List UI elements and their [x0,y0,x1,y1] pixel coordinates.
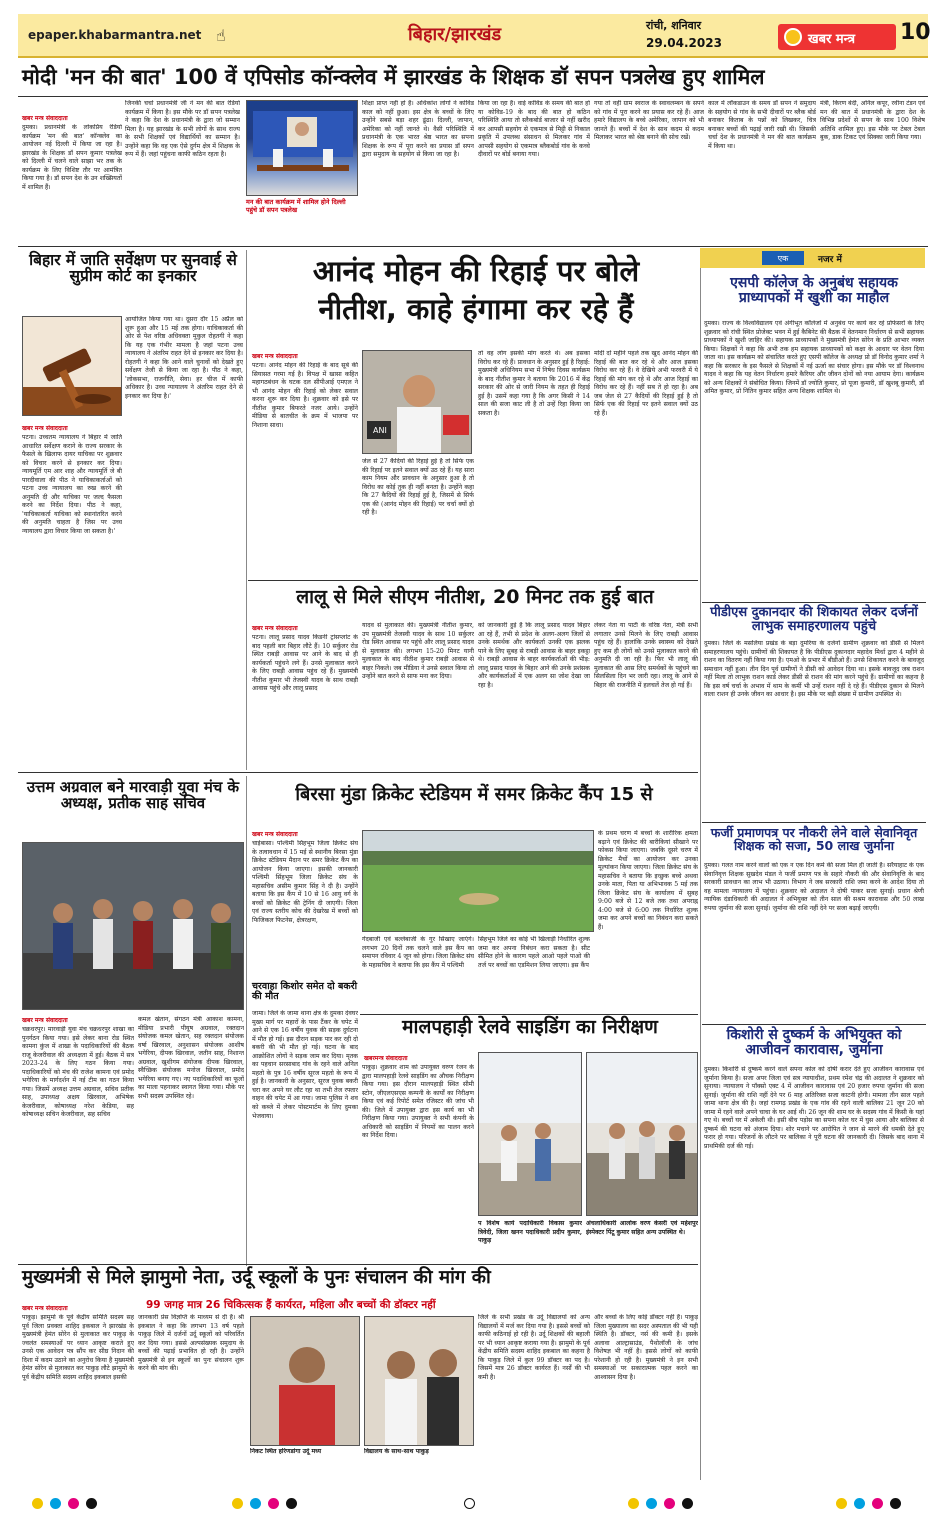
jmm-headline: मुख्यमंत्री से मिले झामुमो नेता, उर्दू स्कूलों के पुनः संचालन की मांग की [22,1267,491,1288]
registration-dot [890,1498,901,1509]
stadium-photo [362,830,594,932]
edition-city: रांची, शनिवार [646,19,702,32]
divider [702,822,926,823]
lead-photo [246,100,358,196]
lalu-col-3: को जानकारी हुई है कि लालू प्रसाद यादव बिहार आ रहे हैं, तभी से प्रदेश के अलग-अलग जिलों से उनके समर्थक और कार्यकर्ता उनकी एक झलक पाने के लिए सुबह से राबड़ी आवास के बाहर इकट्ठा थे। राबड़ी आवास के बाहर कार्यकर्ताओं की भीड़: लालू प्रसाद यादव के बिहार आने की उनके प्रशंसक और कार्यकर्ताओं में एक अलग सा जोश देखा जा रहा है। [478,622,590,689]
jmm-caption-1: निकट स्थित हरिणडांगा उर्दू मध्य [250,1448,322,1455]
registration-marks [0,1498,945,1510]
birsa-byline: खबर मन्त्र संवाददाता [252,831,298,838]
malpahari-caption-2: अंचलाधिकारी आलोक वरण केसरी एवं महेशपुर इंस्पेक्टर पिंटू कुमार सहित अन्य उपस्थित थे। [586,1220,698,1236]
nazar-banner [700,248,925,268]
section-title: बिहार/झारखंड [408,24,502,45]
lalu-headline: लालू से मिले सीएम नीतीश, 20 मिनट तक हुई बात [296,586,654,608]
nazar-label: नजर में [818,255,842,265]
registration-dot [232,1498,243,1509]
malpahari-caption-1: प विशेष कार्य पदाधिकारी विकास कुमार त्रिवेदी, जिला खनन पदाधिकारी प्रदीप कुमार, पाकुड़ [478,1220,582,1245]
site-url[interactable]: epaper.khabarmantra.net [28,28,202,42]
birsa-col-4: के प्रथम चरण में बच्चों के शारीरिक क्षमता बढ़ाने एवं क्रिकेट की बारीकियां सीखाने पर फोकस किया जाएगा। जबकि दूसरे चरण में क्रिकेट मैचों का आयोजन कर उनका मूल्यांकन किया जाएगा। जिला क्रिकेट संघ के महासचिव ने बताया कि इच्छुक बच्चे अथवा उनके माता, पिता या अभिभावक 5 मई तक जिला क्रिकेट संघ के कार्यालय में सुबह 9:00 बजे से 12 बजे तक तथा अपराह्न 4:00 बजे से 6:00 तक निर्धारित शुल्क जमा कर अपने बच्चों का निबंधन करा सकते हैं। [598,830,698,932]
registration-dot [68,1498,79,1509]
jmm-col-1: पाकुड़। झामुमो के पूर्व केंद्रीय समिति सदस्य सह पूर्व जिला प्रवक्ता शाहिद इकबाल ने झारखंड के मुख्यमंत्री हेमंत सोरेन से मुलाकात कर पाकुड़ के ज्वलंत समस्याओं पर ध्यान आकृष्ट कराते हुए उनसे एक आवेदन पत्र सौंप कर सीघ्र निदान की दिशा में कदम उठाने का अनुरोध किया है मुख्यमंत्री हेमंत सोरेन से मुलाकात कर पाकुड़ लौटे झामुमो के पूर्व केंद्रीय समिति सदस्य शाहिद इकबाल इसकी [22,1314,134,1381]
jati-col-1: पटना। उच्चतम न्यायालय ने बिहार में जाति आधारित सर्वेक्षण कराने के राज्य सरकार के फैसले के खिलाफ दायर याचिका पर शुक्रवार को विचार करने से इनकार कर दिया। न्यायमूर्ति एम आर शाह और न्यायमूर्ति जे बी पारदीवाला की पीठ ने याचिकाकर्ताओं को पटना उच्च न्यायालय का रुख करने की अनुमति दी और याचिका पर जल्द फैसला करने का निर्देश दिया। पीठ ने कहा, 'याचिकाकर्ता याचिका को स्थानांतरित करने की अनुमति चाहता है जिस पर उच्च न्यायालय द्वारा विचार किया जा सकता है।' [22,434,122,536]
stadium-scene [363,831,594,932]
divider [18,246,928,247]
lead-col-6: काल में लॉकडाउन के समय डॉ सपन ने समुदाय के सहयोग से गांव के सभी दीवारों पर ब्लैक बोर्ड बनाकर किताब के पन्नों को लिखकर, चित्र बनाकर बच्चों की पढ़ाई जारी रखी थी। जिसकी चर्चा देश के प्रधानमंत्री ने मन की बात कार्यक्रम में किया था। [708,100,816,150]
siding-scene-1 [479,1053,582,1216]
charwaha-headline: चरवाहा किशोर समेत दो बकरी की मौत [252,981,358,1002]
lead-photo-caption: मन की बात कार्यक्रम में शामिल होने दिल्ली पहुंचे डॉ सपन पत्रलेख [246,198,346,215]
registration-dot [664,1498,675,1509]
registration-dot [628,1498,639,1509]
spcollege-headline: एसपी कॉलेज के अनुबंध सहायक प्राध्यापकों में खुशी का माहौल [730,275,898,306]
lead-col-4: किया जा रहा है। वाई कोविड के समय की बात हो या कोविड-19 के बाद की बात हो कठिन परिस्थिति आया तो स्लैकबोर्ड बाजार से नहीं खरीद कर आपसी सहयोग से एकमात्र से मिट्टी से निकाल प्रकृति में उपलब्ध संसाधन से मिलकर गांव में आपसी सहयोग से एकमात्र ब्लैकबोर्ड गांव के कच्चे दीवारों पर बोर्ड बनाया गया। [478,100,590,159]
edition-date: 29.04.2023 [646,36,722,50]
birsa-col-1: चाईबासा। पश्चिमी सिंहभूम जिला क्रिकेट संघ के तत्वावधान में 15 मई से स्थानीय बिरसा मुंडा क्रिकेट स्टेडियम मैदान पर समर क्रिकेट कैंप का आयोजन किया जाएगा। इसकी जानकारी पश्चिमी सिंहभूम जिला क्रिकेट संघ के महासचिव असीम कुमार सिंह ने दी है। उन्होंने बताया कि इस कैंप में 10 से 16 आयु वर्ग के बच्चों को क्रिकेट की ट्रेनिंग दी जाएगी। जिला एवं राज्य स्तरीय कोच की देखरेख में बच्चों को फिजिकल फिटनेस, क्षेत्ररक्षण, [252,840,358,924]
divider [18,772,698,773]
column-divider [700,250,701,1480]
pointer-icon: ☝ [216,26,226,45]
pds-headline: पीडीएस दुकानदार की शिकायत लेकर दर्जनों लाभुक समाहरणालय पहुंचे [710,605,918,634]
lead-byline: खबर मन्त्र संवाददाता [22,115,68,122]
registration-dot [646,1498,657,1509]
jmm-col-2: जानकारी प्रेस विज्ञप्ति के माध्यम से दी है। श्री इकबाल ने कहा कि लगभग 13 वर्ष पहले पाकुड़ जिले में दर्जनों उर्दू स्कूलों को परिवर्तित कर दिया गया। इससे अल्पसंख्यक समुदाय के बच्चों की पढ़ाई प्रभावित हो रही है। उन्होंने मुख्यमंत्री से इन स्कूलों का पुनः संचालन शुरू करने की मांग की। [138,1314,244,1373]
column-divider [246,250,247,770]
center-crosshair-icon [464,1498,475,1509]
lead-col-7: मंत्री, किरण बेदी, अनिल कपूर, रवीना टंडन एवं मन की बात में प्रधानमंत्री के द्वारा देश के विभिन्न प्रदेशों से सपन के साथ 100 विशेष अतिथि शामिल हुए। इस मौके पर टेबल टेबल बुक, डाक टिकट एवं सिक्का जारी किया गया। [820,100,925,142]
registration-dot [86,1498,97,1509]
anand-headline-line1: आनंद मोहन की रिहाई पर बोले [312,254,640,288]
divider [18,1264,698,1265]
registration-dot [250,1498,261,1509]
anand-col-1: पटना। आनंद मोहन की रिहाई के बाद सूबे की सियासत गरमा गई है। विपक्ष में खासा कहित महागठबंधन के घटक दल सीपीआई एमएल ने भी आनंद मोहन की रिहाई को लेकर सवाल करना शुरू कर दिया है। शुक्रवार को इसे पर नीतीश कुमार बिफरते नजर आये। उन्होंने मीडिया से बातचीत के क्रम में भाजपा पर निशाना साधा। [252,362,358,429]
anand-col-4: मोदी दो महीने पहले तक खुद आनंद मोहन की रिहाई की बात कर रहे थे और आज इसका विरोध कर रहे हैं। वे देखिये अभी फरवरी में ये रिहाई की मांग कर रहे थे और आज रिहाई का विरोध कर रहे हैं। नहीं सब ते हो रहा है। अब जब जेल से 27 कैदियों की रिहाई हुई है तो सिर्फ एक की रिहाई पर इतने सवाल क्यों उठ रहे हैं। [594,350,698,417]
birsa-col-2: गेंदबाजी एवं बल्लेबाजी के गुर सिखाए जाएंगे। लगभग 20 दिनों तक चलने वाले इस कैंप का समापन रविवार 4 जून को होगा। जिला क्रिकेट संघ के महासचिव ने बताया कि इस कैंप में पश्चिमी [362,936,474,969]
jati-col-2: आयोजित किया गया था। दूसरा दौर 15 अप्रैल को शुरू हुआ और 15 मई तक होगा। याचिकाकर्ता की ओर से पेश वरिष्ठ अधिवक्ता मुकुल रोहतगी ने कहा कि यह एक गंभीर मामला है जहां पटना उच्च न्यायालय ने अंतरिम राहत देने से इनकार कर दिया है। रोहतगी ने कहा कि आने वाले चुनावों को देखते हुए सर्वेक्षण तेजी से किया जा रहा है। पीठ ने कहा, 'लोकसभा, राजनीति, सेवा। हर चीज में काफी अधिकार है। उच्च न्यायालय ने अंतरिम राहत देने से इनकार कर दिया है।' [125,316,243,400]
jati-byline: खबर मन्त्र संवाददाता [22,425,68,432]
svg-text:ANI: ANI [373,426,387,435]
registration-dot [682,1498,693,1509]
pds-body: दुमका। जिले के मसलिया प्रखंड के बड़ा दुमरिया के दर्जनों ग्रामीण शुक्रवार को डीसी से मिलने समाहरणालय पहुंचे। ग्रामीणों की शिकायत है कि पीडीएस दुकानदार महादेव मिर्धा द्वारा 4 महीने से राशन का वितरण नहीं किया गया है। एमओ के प्रभार में बीडीओ हैं। उनसे शिकायत करने के बावजूद समाधान नहीं हुआ। तीन दिन पूर्व ग्रामीणों ने डीसी को आवेदन दिया था। इसके बावजूद जब राशन नहीं मिला तो लाभुक राशन कार्ड लेकर डीसी से राशन की मांग करने पहुंचे हैं। ग्रामीणों का कहना है कि इस वर्ष चर्चा के अभाव में थाम के कर्मी भी उन्हें राशन नहीं दे रहे हैं। पीडीएस दुकान से मिलने वाला राशन ही उनके जीवन का आधार है। इस मौके पर बड़ी संख्या में ग्रामीण उपस्थित थे। [704,640,924,699]
jati-headline: बिहार में जाति सर्वेक्षण पर सुनवाई से सुप्रीम कोर्ट का इनकार [29,251,237,286]
cm-meeting-photo [364,1316,474,1446]
press-scene [363,351,472,454]
kishori-headline: किशोरी से दुष्कर्म के अभियुक्त को आजीवन कारावास, जुर्माना [726,1027,902,1058]
uttam-col-2: कमल खेतान, संगठन मंत्री आकाश कामना, मीडिया प्रभारी पीयूष अग्रवाल, रक्तदान संयोजक कमल खेतान, सह रक्तदान संयोजक वर्षा खिरवाल, अनुशासन संयोजक आशीष भगेरिया, दीपक खिरवाल, जतीन साह, निशान्त अग्रवाल, खुशीगम संयोजक दीपक खिरवाल, स्वैच्छिक संयोजक मनोज खिरवाल, प्रमोद भगेरिया बनाए गए। नए पदाधिकारियों का फूलों का माला पहनाकर स्वागत किया गया। मौके पर सभी सदस्य उपस्थित रहे। [138,1016,244,1100]
birsa-col-3: सिंहभूम जिले का कोई भी खिलाड़ी निर्धारित शुल्क जमा कर अपना निबंधन करा सकता है। सीट सीमित होने के कारण पहले आओ पहले पाओ की तर्ज पर बच्चों का एडमिशन लिया जाएगा। इस कैंप [478,936,590,969]
lalu-col-2: यादव से मुलाकात की। मुख्यमंत्री नीतीश कुमार, उप मुख्यमंत्री तेजस्वी यादव के साथ 10 सर्कुलर रोड स्थित आवास पर पहुंचे और लालू प्रसाद यादव से मुलाकात की। लगभग 15-20 मिनट यानी मुलाकात के बाद नीतीश कुमार राबड़ी आवास से बाहर निकले। जब मीडिया ने उनसे सवाल किया तो उन्होंने बात करने से साफ मना कर दिया। [362,622,474,681]
birsa-headline: बिरसा मुंडा क्रिकेट स्टेडियम में समर क्रिकेट कैंप 15 से [295,784,653,805]
brand-logo-text: खबर मन्त्र [778,24,896,50]
lalu-byline: खबर मन्त्र संवाददाता [252,625,298,632]
divider [360,1014,698,1015]
column-divider [246,776,247,1266]
marwari-group-photo [22,842,244,1010]
group-scene [23,843,244,1010]
lead-headline: मोदी 'मन की बात' 100 वें एपिसोड कॉन्क्लेव में झारखंड के शिक्षक डॉ सपन पत्रलेख हुए शामिल [22,65,765,89]
registration-dot [854,1498,865,1509]
uttam-col-1: चक्रधरपुर। मारवाड़ी युवा मंच चक्रधरपुर शाखा का पुनर्गठन किया गया। इसे लेकर बाना रोड स्थित कामना कुंज में शाखा के पदाधिकारियों की बैठक राजू केजरीवाल की अध्यक्षता में हुई। बैठक में सत्र 2023-24 के लिए गठन किया गया। पदाधिकारियों को मंच की राजेश कामना एवं प्रमोद भगेरिया के मार्गदर्शन में नई टीम का गठन किया गया। जिसमें अध्यक्ष उत्तम अग्रवाल, सचिव प्रतीक साह, उपाध्यक्ष अक्षय खिरवाल, अभिषेक केजरीवाल, कोषाध्यक्ष नरेश केडिया, सह कोषाध्यक्ष सचिन केजरीवाल, सह सचिव [22,1026,134,1119]
page-number: 10 [900,20,931,45]
farzi-body: दुमका। गलत नाम करने वालों को एक न एक दिन कर्म की सजा मिल ही जाती है। सरैयाहाट के एक सेवानिवृत्त शिक्षक सुखदेव मंडल ने फर्जी प्रमाण पत्र के सहारे नौकरी की और सेवानिवृत्ति के बाद सरकारी प्रावधान का लाभ भी उठाया। विभाग ने जब सरकारी राशि जमा करने के आदेश दिया तो वह मामला न्यायालय में पहुंचा। शुक्रवार को अदालत ने दोषी पाकर सजा सुनाई। प्रधान श्रेणी न्यायिक दंडाधिकारी की अदालत ने अभियुक्त को तीन साल की सश्रम कारावास और 50 लाख रुपया जुर्माना की सजा सुनाई। जुर्माना की राशि नहीं देने पर सजा बढ़ाई जाएगी। [704,862,924,912]
farzi-headline: फर्जी प्रमाणपत्र पर नौकरी लेने वाले सेवानिवृत शिक्षक को सजा, 50 लाख जुर्माना [710,825,918,854]
masthead-bar [18,14,931,58]
divider [248,580,698,581]
lead-col-5: गया तो वहीं ग्राम स्वराज के स्वावलम्बन के सपने को गांव में पूरा करने का प्रयास कर रहे हैं। आज हमारे विद्यालय के बच्चे अमेरिका, जापान को भी जानते हैं। बच्चों में देश के साथ कदम से कदम मिलाकर भारत को श्रेष्ठ बनाने की सोच रखें। [594,100,704,142]
divider [702,1024,926,1025]
nazar-tag: एक [762,251,804,265]
charwaha-body: जामा। जिले के जामा थाना क्षेत्र के दुमका देवघर मुख्य मार्ग पर महारों के पास टैंकर के चपेट में आने से एक 16 वर्षीय युवक की सड़क दुर्घटना में मौत हो गई। इस दौरान सड़क पार कर रही दो बकरी की भी मौत हो गई। घटना के बाद आक्रोशित लोगों ने सड़क जाम कर दिया। मृतक का पहचान सरसाबाद गांव के रहने वाले अनिल महतो के पुत्र 16 वर्षीय सूरज महतो के रूप में हुई है। जानकारी के अनुसार, सूरज युवक बकरी चरा कर अपने घर लौट रहा था तभी तेज रफ्तार वाहन की चपेट में आ गया। जामा पुलिस ने शव को कब्जे में लेकर पोस्टमार्टम के लिए दुमका भेजवाया। [252,1010,358,1120]
leader-scene-2 [365,1317,474,1446]
nitish-photo [362,350,472,454]
gavel-photo [22,316,122,416]
gavel-illustration [23,317,122,416]
registration-dot [836,1498,847,1509]
registration-dot [32,1498,43,1509]
doctor-subheadline: 99 जगह मात्र 26 चिकित्सक हैं कार्यरत, महिला और बच्चों की डॉक्टर नहीं [146,1299,436,1311]
anand-col-2: जेल से 27 कैदियों की रिहाई हुई है तो सिर्फ एक की रिहाई पर इतने सवाल क्यों उठ रहे हैं। यह सारा काम नियम और प्रावधान के अनुसार हुआ है तो विरोध का कोई तुक ही नहीं बनता है। उन्होंने कहा कि 27 कैदियों की रिहाई हुई है, जिसमें से सिर्फ एक की (आनंद मोहन की रिहाई) पर चर्चा क्यों हो रही है। [362,458,474,517]
registration-dot [268,1498,279,1509]
siding-photo-1 [478,1052,582,1216]
anand-col-3: तो वह लोग इसकी मांग करते थे। अब इसका विरोध कर रहे हैं। प्रावधान के अनुसार हुई है रिहाई: मुख्यमंत्री अधिनियम सभा में निषेध दिवस कार्यक्रम के बाद नीतीश कुमार ने बताया कि 2016 में केंद्र सरकार की ओर से जारी नियम के तहत ही रिहाई हुई है। उसमें कहा गया है कि अगर किसी ने 14 साल की सजा काट ली है तो उन्हें रिहा किया जा सकता है। [478,350,590,417]
jmm-caption-2: विद्यालय के साथ-साथ पाकुड़ [364,1448,429,1455]
anand-byline: खबर मन्त्र संवाददाता [252,353,298,360]
stage-scene [247,101,358,196]
uttam-headline: उत्तम अग्रवाल बने मारवाड़ी युवा मंच के अध्यक्ष, प्रतीक साह सचिव [26,778,240,812]
jmm-leader-photo [250,1316,360,1446]
anand-headline-line2: नीतीश, काहे हंगामा कर रहे हैं [318,292,634,326]
uttam-byline: खबर मन्त्र संवाददाता [22,1017,68,1024]
siding-scene-2 [587,1053,698,1216]
lalu-col-1: पटना। लालू प्रसाद यादव किडनी ट्रांसप्लांट के बाद पहली बार बिहार लौटे हैं। 10 सर्कुलर रोड स्थित राबड़ी आवास पर आने के बाद से ही कार्यकर्ता पहुंचने लगे हैं। उनसे मुलाकात करने के लिए राबड़ी आवास पहुंच रहे हैं। मुख्यमंत्री नीतीश कुमार भी तेजस्वी यादव के साथ राबड़ी आवास पहुंचे और लालू प्रसाद [252,634,358,693]
registration-dot [286,1498,297,1509]
registration-dot [872,1498,883,1509]
siding-photo-2 [586,1052,698,1216]
malpahari-col-1: पाकुड़। शुक्रवार शाम को उपायुक्त वरुण रंजन के द्वारा मालपहाड़ी रेलवे साइडिंग का औचक निरीक्षण किया गया। इस दौरान मालपहाड़ी स्थित सीमी स्टोन, जीएलएसएस कम्पनी के कार्यों का निरीक्षण किया एवं कई रिपोर्ट समेत रजिस्टर की जांच भी की। जिले में उपायुक्त द्वारा इस कार्य का भी निरीक्षण किया गया। उपायुक्त ने सभी कंपनी के अधिकारी को साइडिंग में नियमों का पालन करने का निर्देश दिया। [362,1064,474,1140]
lead-col-1: दुमका। प्रधानमंत्री के लोकप्रिय रेडियो कार्यक्रम 'मन की बात' कॉन्क्लेव का आयोजन नई दिल्ली में किया जा रहा है। झारखंड के शिक्षक डॉ सपन कुमार पत्रलेख को दिल्ली में चलने वाले साझा भर तक के कार्यक्रम के लिए विशिष्ट तौर पर आमंत्रित किया गया है। डॉ सपन देश के उन शख्सियतों में शामिल हैं। [22,124,122,191]
jmm-byline: खबर मन्त्र संवाददाता [22,1305,68,1312]
brand-logo-icon [784,28,802,46]
divider [18,96,928,97]
spcollege-body: दुमका। राज्य के विश्वविद्यालय एवं अंगीभूत कॉलेजों में अनुबंध पर कार्य कर रहे प्रोफेसरों के लिए शुक्रवार को रांची स्थित प्रोजेक्ट भवन में हुई कैबिनेट की बैठक में वेतनमान निर्धारण से सभी सहायक प्राध्यापकों ने खुशी जाहिर की। सहायक प्राध्यापकों ने मुख्यमंत्री हेमंत सोरेन के प्रति आभार व्यक्त किया। शिक्षकों ने कहा कि अभी तक हम सहायक प्राध्यापकों को कक्षा के आधार पर वेतन दिया जाता था। इस कार्यक्रम को संचालित करते हुए एसपी कॉलेज के अध्यक्ष प्रो डॉ विनोद कुमार शर्मा ने कहा कि सरकार के इस फैसले से शिक्षकों में नई ऊर्जा का संचार होगा। इस मौके पर डॉ विश्वनाथ यादव ने कहा कि यह वेतन निर्धारण हमारे कैरियर और जीवन दोनों को नया आयाम देगा। कार्यक्रम को अन्य शिक्षकों ने संबोधित किया। जिनमें डॉ ज्योति कुमार, प्रो पूजा कुमारी, डॉ खुशबू कुमारी, डॉ अमित कुमार, प्रो नितिन कुमार सहित अन्य शिक्षक शामिल थे। [704,320,924,396]
jmm-col-4: और बच्चों के लिए कोई डॉक्टर नहीं है। पाकुड़ जिला मुख्यालय का सदर अस्पताल की भी यही स्थिति है। डॉक्टर, नर्स की कमी है। इसके अलावा आल्ट्रासाउंड, पैथोलॉजी के जांच विशेषज्ञ भी नहीं है। इससे लोगों को काफी परेशानी हो रही है। मुख्यमंत्री ने इन सभी समस्याओं पर सकारात्मक पहल करने का आश्वासन दिया है। [594,1314,698,1381]
leader-scene-1 [251,1317,360,1446]
lead-col-2: जिनकी चर्चा प्रधानमंत्री जी ने मन की बात रेडियो कार्यक्रम में किया है। इस मौके पर डॉ सपन पत्रलेख ने कहा कि देश के प्रधानमंत्री के द्वारा जो सम्मान मिला है। यह झारखंड के सभी लोगों के साथ राज्य के सभी शिक्षकों एवं विद्यार्थियों का सम्मान है। उन्होंने कहा कि वह एक ऐसे दुर्गम क्षेत्र में शिक्षक के रूप में हैं। जहां पहुंचना काफी कठिन रहता है। [125,100,240,159]
jmm-col-3: जिले के सभी प्रखंड के उर्दू विद्यालयों को अन्य विद्यालयों में मर्ज कर दिया गया है। इससे बच्चों को काफी कठिनाई हो रही है। उर्दू शिक्षकों की बहाली पर भी ध्यान आकृष्ट कराया गया है। झामुमो के पूर्व केंद्रीय समिति सदस्य शाहिद इकबाल का कहना है कि पाकुड़ जिले में कुल 99 डॉक्टर का पद है। जिसमें मात्र 26 डॉक्टर कार्यरत हैं। नर्सों की भी कमी है। [478,1314,590,1381]
registration-dot [50,1498,61,1509]
malpahari-headline: मालपहाड़ी रेलवे साइडिंग का निरीक्षण [402,1016,658,1038]
malpahari-byline: खबरमन्त्र संवाददाता [364,1055,408,1062]
kishori-body: दुमका। किशोरी से दुष्कर्म करने वाले सपना कोल को दोषी करार देते हुए आजीवन कारावास एवं जुर्माना किया है। सजा अपर जिला एवं सत्र न्यायाधीश, प्रथम रमेश चंद्र की अदालत ने शुक्रवार को सुनाया। न्यायालय ने पॉक्सो एक्ट 4 में आजीवन कारावास एवं 20 हजार रुपया जुर्माना की सजा सुनाई। जुर्माना की राशि नहीं देने पर 6 माह अतिरिक्त सजा काटनी होगी। मामला तीन साल पहले जामा थाना क्षेत्र की है। जहां रामगढ़ प्रखंड के एक गांव की रहने वाली बालिका 21 जून 20 को जामा में रहने वाले अपने चाचा के घर आई थी। 26 जून की शाम घर के सदस्य गांव में किसी के यहां गए थे। बच्चों घर में अकेली थी। इसी बीच पड़ोस का सपना कोल घर में घुस आया और बालिका से दुष्कर्म की घटना को अंजाम दिया। शोर मचाने पर आरोपित ने जान से मारने की धमकी देते हुए फरार हो गया। परिजनों के लौटने पर बालिका ने पूरी घटना की जानकारी दी। जिसके बाद थाना में प्राथमिकी दर्ज की गई। [704,1066,924,1150]
divider [702,602,926,603]
lalu-col-4: लेकर नेता या पार्टी के वरिष्ठ नेता, मंत्री सभी लगातार उनसे मिलने के लिए राबड़ी आवास पहुंच रहे हैं। हालांकि उनके स्वास्थ्य को देखते हुए कम ही लोगों को उनसे मुलाकात करने की अनुमति दी जा रही है। फिर भी लालू की मुलाकात की आस लिए समर्थकों के पहुंचने का सिलसिला दिन भर जारी रहा। लालू के आने से बिहार की राजनीति में हलचलें तेज हो गई हैं। [594,622,698,689]
lead-col-3: शिक्षा प्राप्त नहीं हो है। अधिकांश लोगों ने कोविड काल को नहीं छुआ। इस क्षेत्र के बच्चों के लिए उन्होंने सबसे बड़ा शहर ढूंढा। दिल्ली, जापान, अमेरिका को नहीं जानते थे। वैसी परिस्थिति में प्रधानमंत्री के एक भारत श्रेष्ठ भारत का सपना शिक्षक के रूप में पूरा करने का प्रयास डॉ सपन द्वारा समुदाय के सहयोग से किया जा रहा है। [362,100,474,159]
